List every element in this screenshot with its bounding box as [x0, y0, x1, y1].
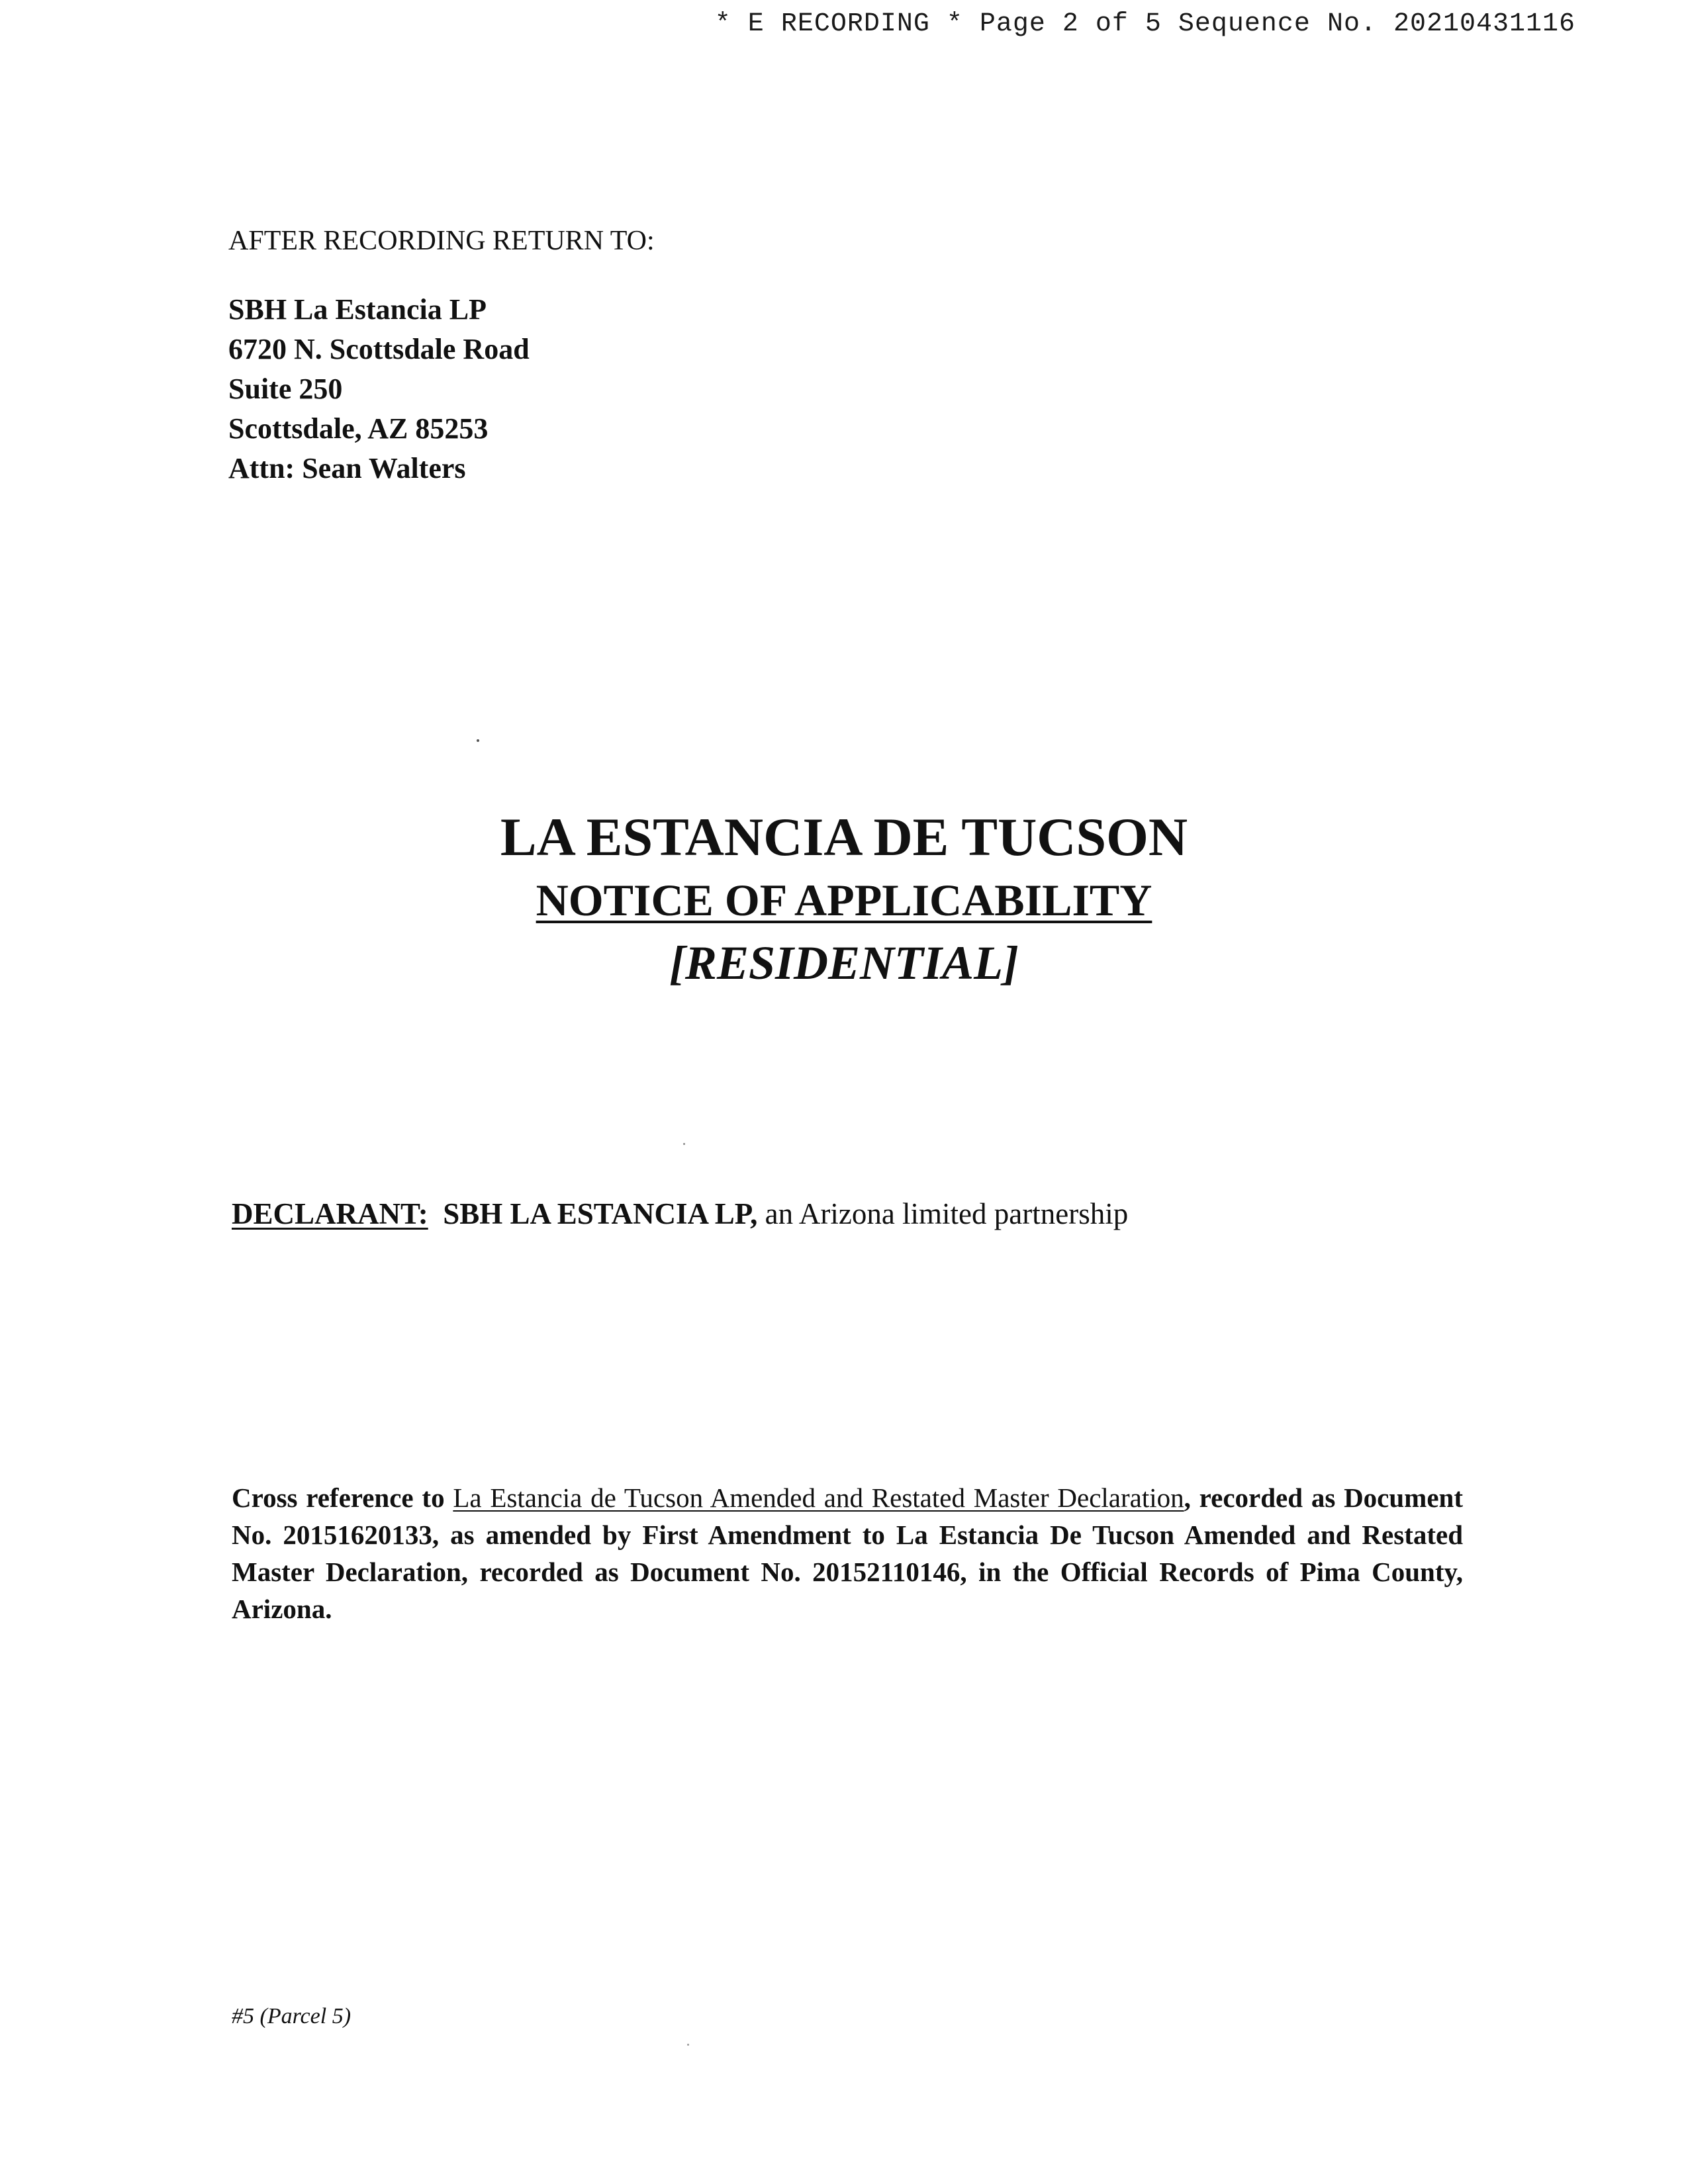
return-address-block [228, 225, 1023, 488]
document-title: LA ESTANCIA DE TUCSON [500, 807, 1188, 867]
declarant-label: DECLARANT: [232, 1197, 428, 1230]
return-street: 6720 N. Scottsdale Road [228, 333, 530, 365]
return-attention: Attn: Sean Walters [228, 452, 466, 484]
title-block [0, 804, 1688, 996]
return-company: SBH La Estancia LP [228, 293, 487, 326]
cross-reference-intro: Cross reference to [232, 1482, 445, 1513]
return-suite: Suite 250 [228, 373, 343, 405]
return-city-state-zip: Scottsdale, AZ 85253 [228, 412, 489, 445]
scan-speck [477, 739, 479, 742]
declarant-line [232, 1197, 1128, 1231]
recording-stamp: * E RECORDING * Page 2 of 5 Sequence No. 20210431116 [714, 9, 1575, 39]
return-heading: AFTER RECORDING RETURN TO: [228, 226, 655, 256]
cross-reference-details: , recorded as Document No. 20151620133, as amended by First Amendment to La Estancia De Tucson Amended and Restated Master Declaration, recorded as Document No. 20152110146, in the Official Records of Pima County, Arizona. [232, 1482, 1463, 1624]
parcel-note: #5 (Parcel 5) [232, 2004, 352, 2028]
cross-reference-paragraph [232, 1479, 1463, 1627]
scan-speck [687, 2044, 689, 2046]
residential-label: [RESIDENTIAL] [669, 936, 1019, 989]
notice-title: NOTICE OF APPLICABILITY [536, 875, 1152, 925]
scan-speck [683, 1143, 685, 1145]
declarant-description: an Arizona limited partnership [765, 1197, 1129, 1230]
declarant-name: SBH LA ESTANCIA LP, [443, 1197, 758, 1230]
master-declaration-title: La Estancia de Tucson Amended and Restated Master Declaration [453, 1482, 1184, 1513]
